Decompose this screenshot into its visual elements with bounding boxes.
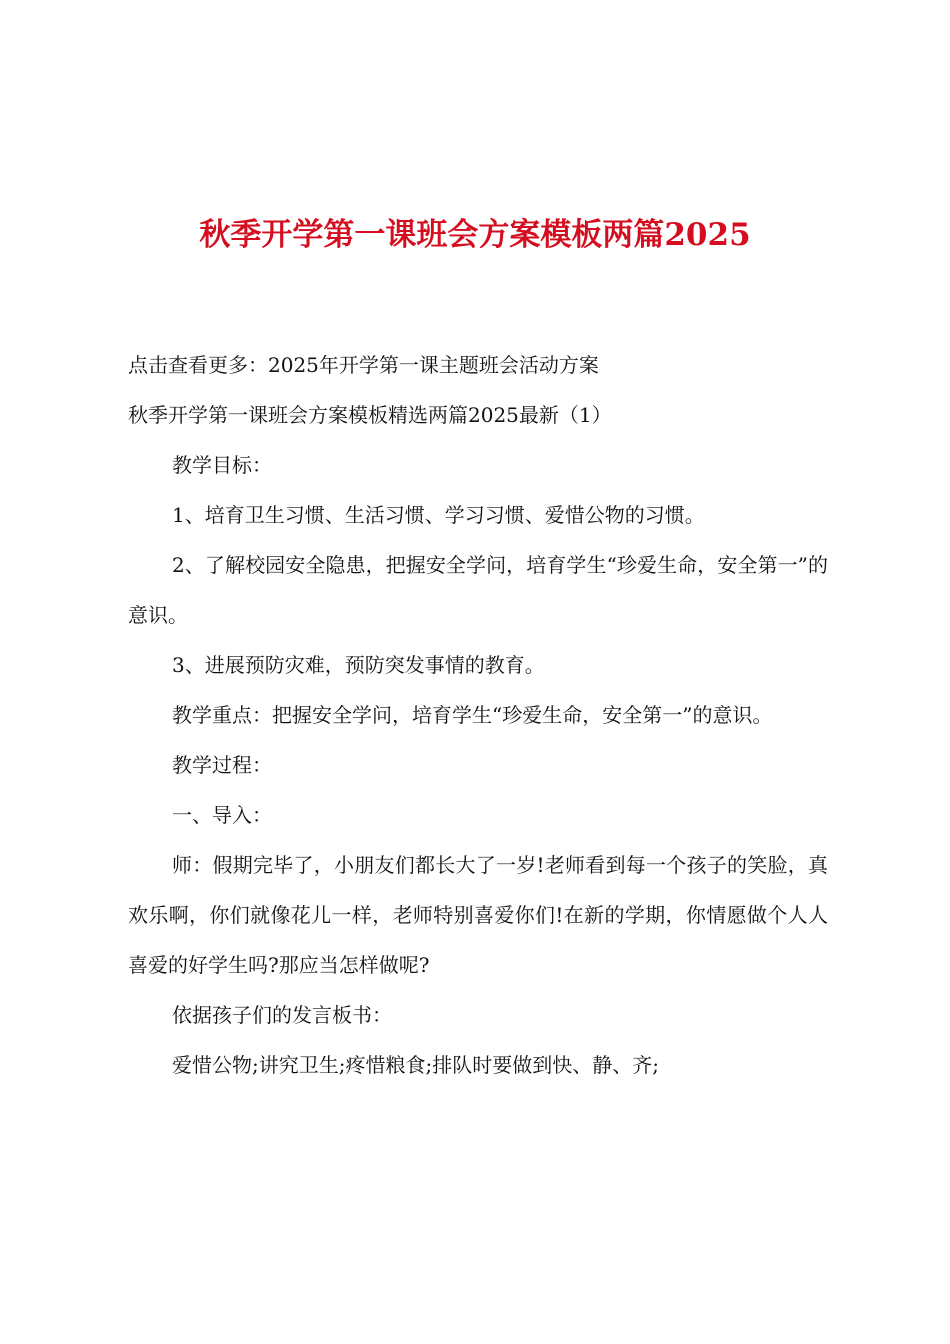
paragraph-key-points: 教学重点：把握安全学问，培育学生“珍爱生命，安全第一”的意识。 <box>172 703 773 727</box>
paragraph-intro-heading: 一、导入： <box>172 803 272 827</box>
paragraph-board-note: 依据孩子们的发言板书： <box>172 1003 392 1027</box>
paragraph-process-heading: 教学过程： <box>172 753 272 777</box>
paragraph-more-link: 点击查看更多：2025年开学第一课主题班会活动方案 <box>128 353 599 377</box>
document-body <box>128 340 828 1090</box>
paragraph-objective-2: 2、了解校园安全隐患，把握安全学问，培育学生“珍爱生命，安全第一”的意识。 <box>128 553 828 627</box>
paragraph-objective-1: 1、培育卫生习惯、生活习惯、学习习惯、爱惜公物的习惯。 <box>172 503 705 527</box>
paragraph-objectives-heading: 教学目标： <box>172 453 272 477</box>
paragraph-board-items: 爱惜公物;讲究卫生;疼惜粮食;排队时要做到快、静、齐; <box>172 1053 659 1077</box>
paragraph-objective-3: 3、进展预防灾难，预防突发事情的教育。 <box>172 653 545 677</box>
document-title: 秋季开学第一课班会方案模板两篇2025 <box>199 217 751 253</box>
paragraph-subtitle: 秋季开学第一课班会方案模板精选两篇2025最新（1） <box>128 403 612 427</box>
paragraph-teacher-speech: 师：假期完毕了，小朋友们都长大了一岁!老师看到每一个孩子的笑脸，真欢乐啊，你们就像花儿一样，老师特别喜爱你们!在新的学期，你情愿做个人人喜爱的好学生吗?那应当怎样做呢? <box>128 853 828 977</box>
